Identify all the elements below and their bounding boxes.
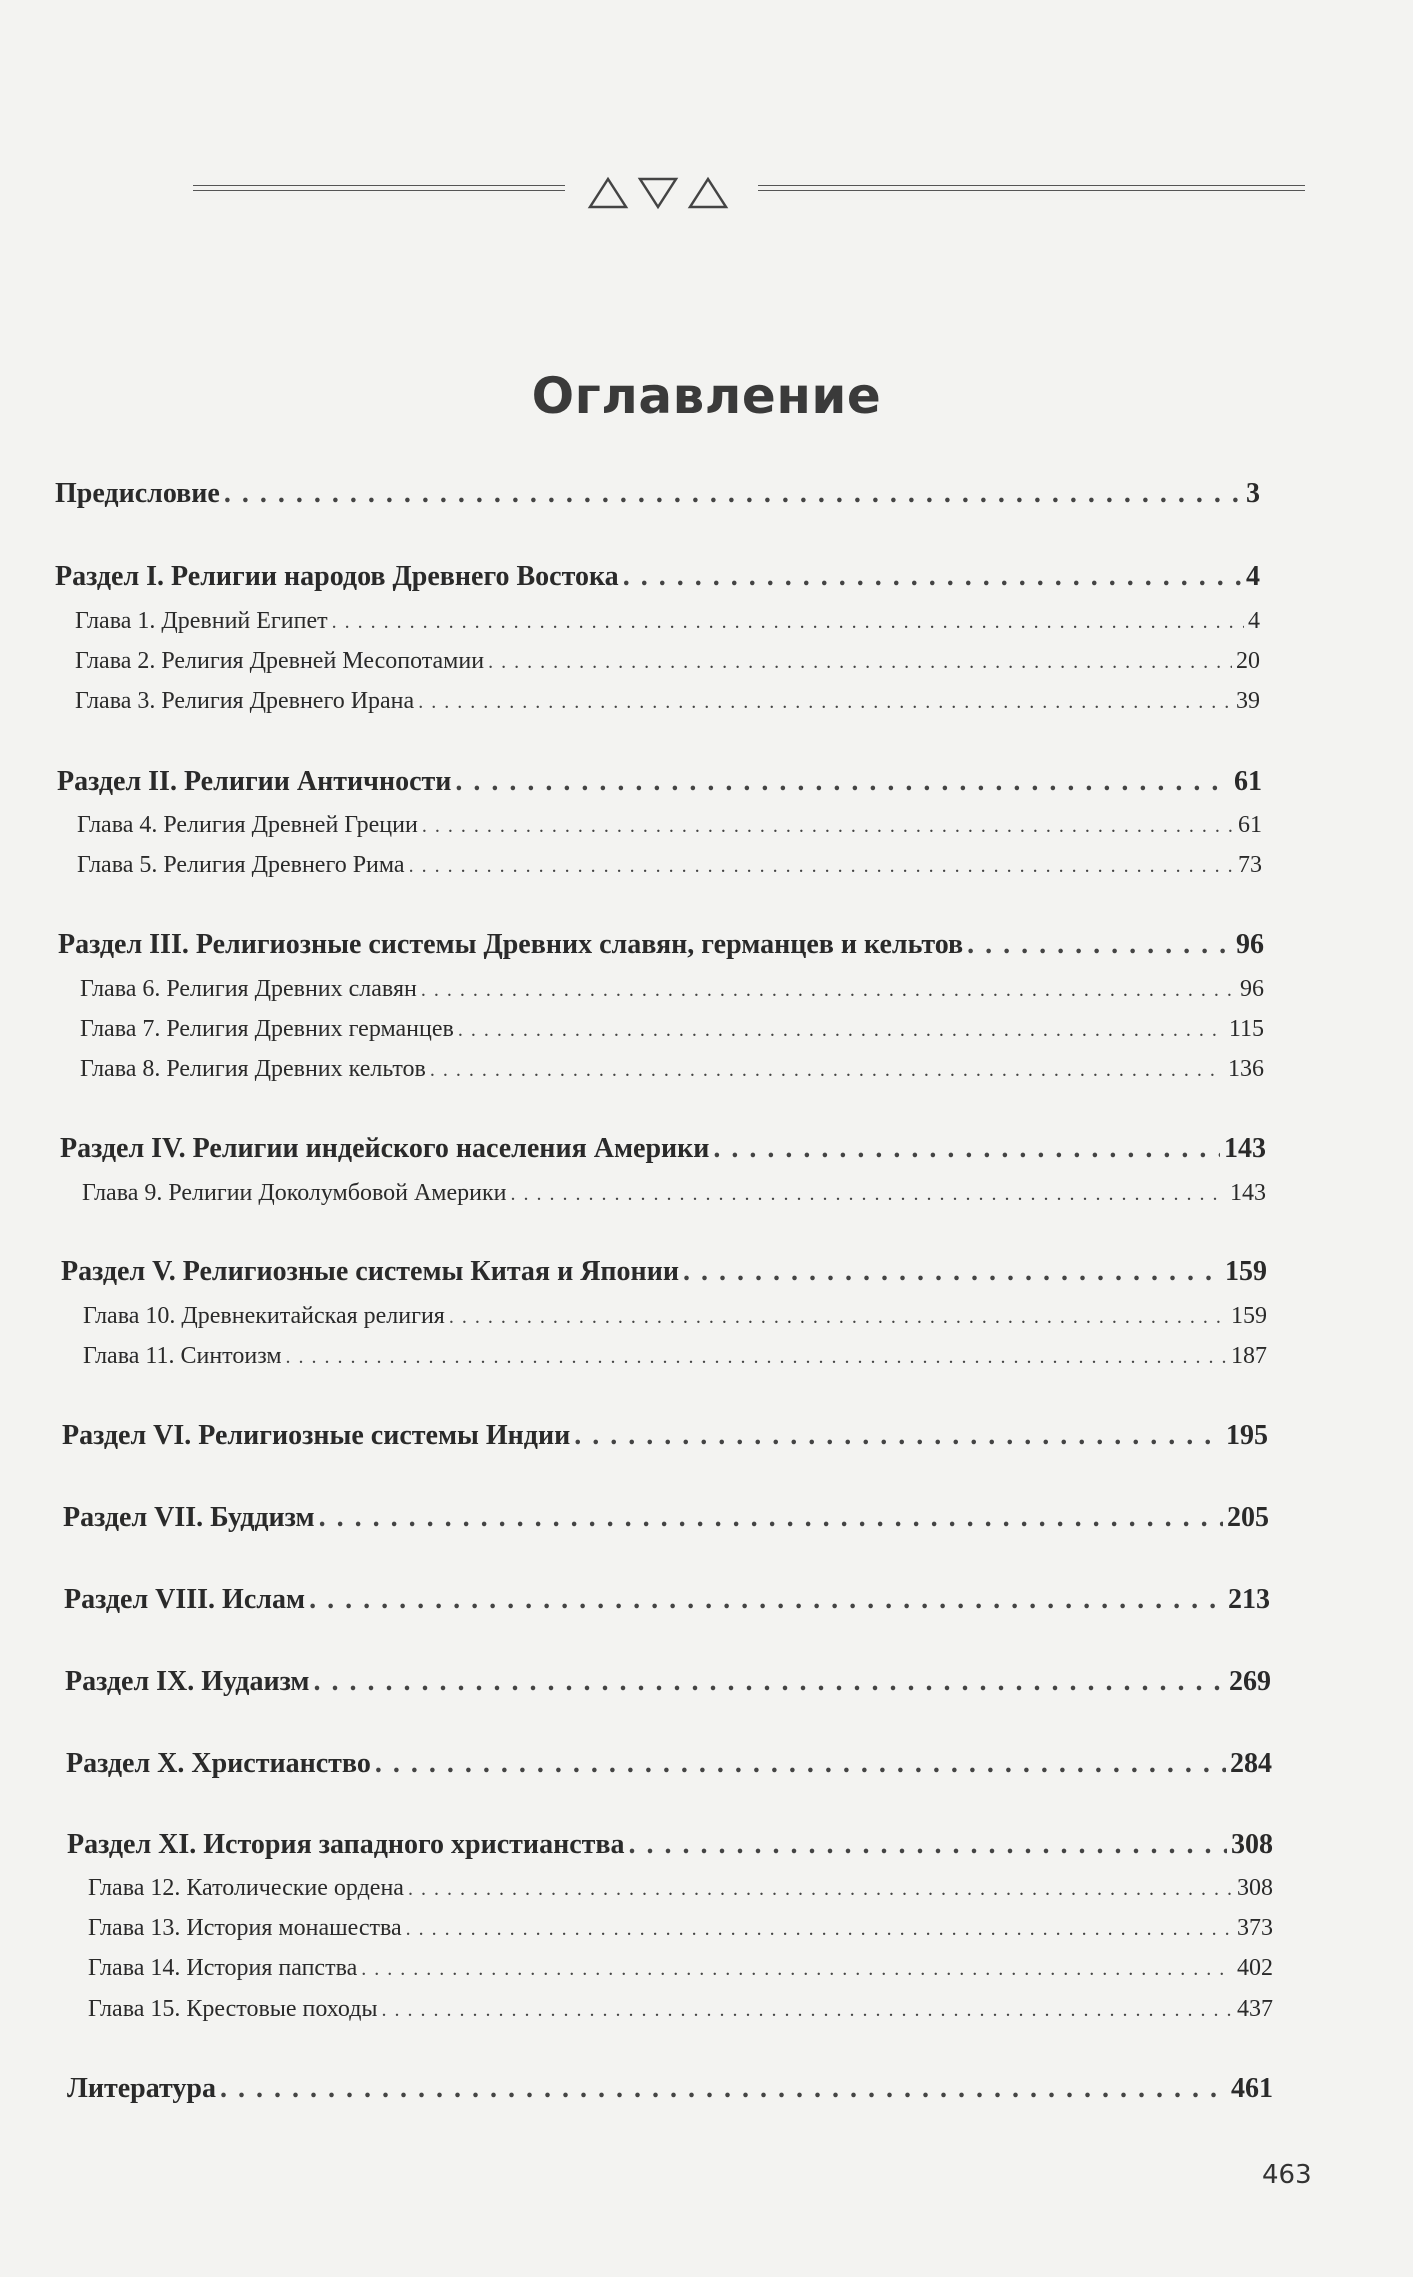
toc-entry: [80, 1056, 1264, 1083]
leader-dots: [332, 611, 1244, 634]
leader-dots: [629, 1829, 1228, 1861]
toc-entry: [67, 2073, 1273, 2105]
toc-entry-title: Раздел VI. Религиозные системы Индии: [62, 1420, 571, 1451]
toc-entry: [66, 1748, 1272, 1780]
toc-entry: [63, 1502, 1269, 1534]
leader-dots: [449, 1306, 1227, 1329]
toc-entry-title: Глава 7. Религия Древних германцев: [80, 1016, 454, 1042]
toc-entry-page: 437: [1237, 1996, 1273, 2022]
toc-entry-page: 159: [1225, 1256, 1267, 1287]
toc-entry-title: Глава 9. Религии Доколумбовой Америки: [82, 1180, 507, 1206]
toc-entry-title: Глава 2. Религия Древней Месопотамии: [75, 648, 485, 674]
toc-entry: [80, 976, 1264, 1003]
toc-entry-page: 4: [1246, 561, 1260, 592]
leader-dots: [421, 979, 1236, 1002]
toc-entry-page: 159: [1231, 1303, 1267, 1329]
leader-dots: [511, 1183, 1227, 1206]
leader-dots: [455, 766, 1230, 798]
toc-entry-page: 213: [1228, 1584, 1270, 1615]
toc-entry-title: Глава 11. Синтоизм: [83, 1343, 282, 1369]
toc-entry-title: Раздел I. Религии народов Древнего Востока: [55, 561, 619, 592]
toc-entry: [62, 1420, 1268, 1452]
toc-entry-page: 284: [1230, 1748, 1272, 1779]
toc-entry-page: 373: [1237, 1915, 1273, 1941]
toc-entry-title: Раздел VII. Буддизм: [63, 1502, 315, 1533]
toc-entry-title: Раздел II. Религии Античности: [57, 766, 452, 797]
toc-entry: [67, 1829, 1273, 1861]
header-ornament: [0, 175, 1413, 215]
leader-dots: [409, 855, 1234, 878]
toc-entry-page: 269: [1229, 1666, 1271, 1697]
toc-entry-title: Глава 6. Религия Древних славян: [80, 976, 417, 1002]
leader-dots: [224, 478, 1242, 510]
toc-entry-title: Глава 13. История монашества: [88, 1915, 402, 1941]
toc-entry-title: Глава 4. Религия Древней Греции: [77, 812, 418, 838]
toc-entry-page: 402: [1237, 1955, 1273, 1981]
toc-entry: [57, 766, 1262, 798]
toc-entry: [77, 812, 1262, 839]
leader-dots: [713, 1133, 1220, 1165]
leader-dots: [430, 1059, 1224, 1082]
toc-entry: [88, 1915, 1273, 1942]
toc-entry: [88, 1875, 1273, 1902]
leader-dots: [319, 1502, 1223, 1534]
leader-dots: [488, 651, 1232, 674]
triangles-icon: [586, 175, 736, 211]
toc-entry-title: Глава 10. Древнекитайская религия: [83, 1303, 445, 1329]
toc-entry-page: 461: [1231, 2073, 1273, 2104]
page-number: 463: [1262, 2160, 1312, 2190]
toc-entry: [65, 1666, 1271, 1698]
leader-dots: [418, 691, 1232, 714]
toc-entry-page: 308: [1231, 1829, 1273, 1860]
toc-entry-page: 39: [1236, 688, 1260, 714]
toc-entry: [88, 1996, 1273, 2023]
page-title: Оглавление: [531, 367, 882, 425]
toc-entry-title: Глава 8. Религия Древних кельтов: [80, 1056, 426, 1082]
toc-entry-title: Предисловие: [55, 478, 220, 509]
toc-entry: [75, 608, 1260, 635]
toc-entry-title: Литература: [67, 2073, 216, 2104]
toc-entry: [75, 688, 1260, 715]
leader-dots: [683, 1256, 1221, 1288]
toc-entry-title: Глава 5. Религия Древнего Рима: [77, 852, 405, 878]
toc-entry: [64, 1584, 1270, 1616]
leader-dots: [422, 815, 1234, 838]
leader-dots: [361, 1958, 1233, 1981]
toc-entry: [83, 1303, 1267, 1330]
toc-entry-page: 115: [1228, 1016, 1264, 1042]
toc-entry-page: 3: [1246, 478, 1260, 509]
leader-dots: [314, 1666, 1225, 1698]
toc-entry: [83, 1343, 1267, 1370]
leader-dots: [408, 1878, 1233, 1901]
toc-entry: [61, 1256, 1267, 1288]
toc-entry-title: Глава 3. Религия Древнего Ирана: [75, 688, 415, 714]
toc-entry: [60, 1133, 1266, 1165]
toc-entry-page: 143: [1230, 1180, 1266, 1206]
toc-entry-page: 308: [1237, 1875, 1273, 1901]
toc-entry: [55, 478, 1260, 510]
toc-entry-page: 96: [1236, 929, 1264, 960]
toc-entry-title: Раздел IV. Религии индейского населения Америки: [60, 1133, 710, 1164]
toc-entry-title: Раздел III. Религиозные системы Древних славян, германцев и кельтов: [58, 929, 964, 960]
toc-entry: [82, 1180, 1266, 1207]
toc-entry-page: 4: [1248, 608, 1260, 634]
leader-dots: [406, 1918, 1233, 1941]
toc-entry: [75, 648, 1260, 675]
toc-entry-title: Раздел XI. История западного христианства: [67, 1829, 625, 1860]
toc-entry-page: 61: [1238, 812, 1262, 838]
ornament-rule-right: [758, 185, 1305, 186]
toc-entry: [77, 852, 1262, 879]
ornament-rule-left: [193, 190, 565, 191]
toc-entry-title: Глава 15. Крестовые походы: [88, 1996, 378, 2022]
leader-dots: [967, 929, 1232, 961]
toc-entry: [58, 929, 1264, 961]
toc-entry-title: Глава 12. Католические ордена: [88, 1875, 404, 1901]
toc-entry-title: Раздел V. Религиозные системы Китая и Японии: [61, 1256, 679, 1287]
leader-dots: [309, 1584, 1224, 1616]
toc-entry: [55, 561, 1260, 593]
ornament-rule-right: [758, 190, 1305, 191]
toc-entry-title: Раздел VIII. Ислам: [64, 1584, 306, 1615]
leader-dots: [375, 1748, 1226, 1780]
toc-entry: [80, 1016, 1264, 1043]
toc-entry-page: 61: [1234, 766, 1262, 797]
toc-entry-page: 143: [1224, 1133, 1266, 1164]
leader-dots: [458, 1019, 1225, 1042]
leader-dots: [623, 561, 1242, 593]
toc-entry-title: Раздел X. Христианство: [66, 1748, 371, 1779]
toc-entry-page: 187: [1231, 1343, 1267, 1369]
toc-entry-title: Глава 1. Древний Египет: [75, 608, 328, 634]
leader-dots: [220, 2073, 1227, 2105]
toc-entry-title: Глава 14. История папства: [88, 1955, 358, 1981]
toc-entry-page: 195: [1226, 1420, 1268, 1451]
toc-entry-page: 136: [1228, 1056, 1264, 1082]
leader-dots: [286, 1346, 1227, 1369]
toc-entry-page: 96: [1240, 976, 1264, 1002]
ornament-rule-left: [193, 185, 565, 186]
toc-entry-page: 73: [1238, 852, 1262, 878]
toc-entry: [88, 1955, 1273, 1982]
leader-dots: [574, 1420, 1222, 1452]
toc-entry-page: 20: [1236, 648, 1260, 674]
leader-dots: [382, 1999, 1233, 2022]
toc-entry-title: Раздел IX. Иудаизм: [65, 1666, 310, 1697]
toc-entry-page: 205: [1227, 1502, 1269, 1533]
